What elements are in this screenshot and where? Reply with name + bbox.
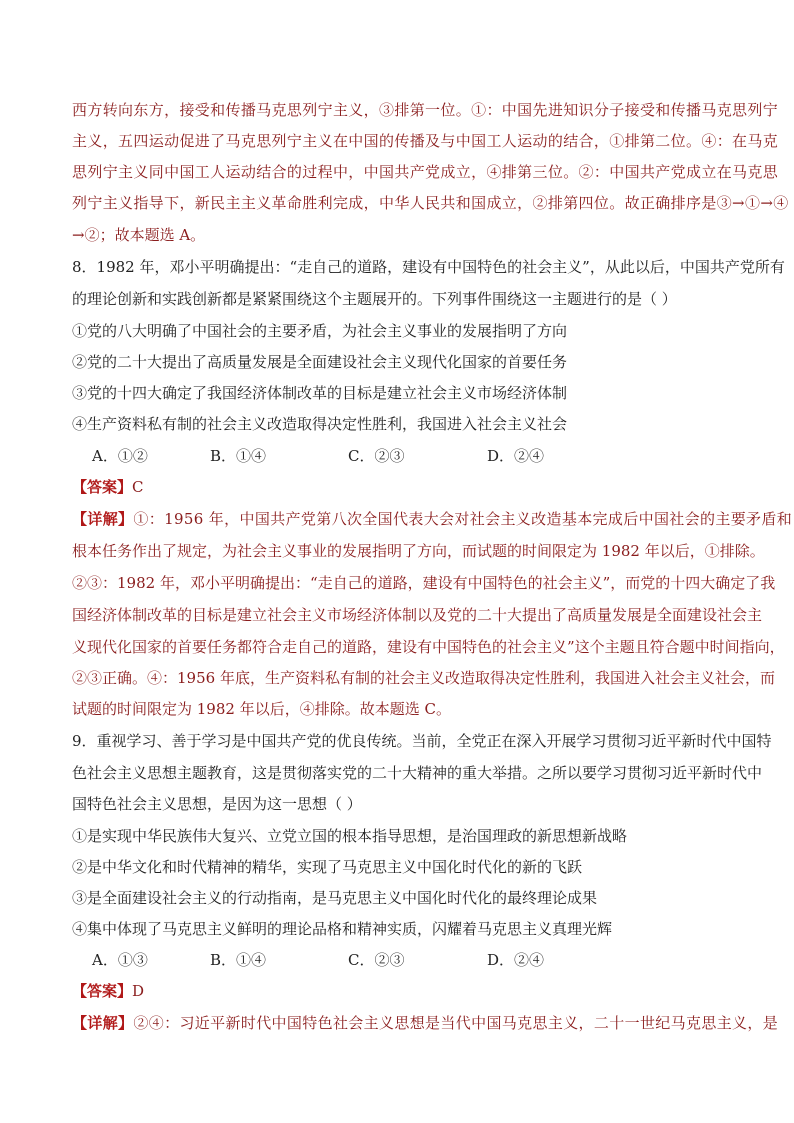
q8-item-2: ②党的二十大提出了高质量发展是全面建设社会主义现代化国家的首要任务 [72, 353, 568, 371]
q8-item-1: ①党的八大明确了中国社会的主要矛盾，为社会主义事业的发展指明了方向 [72, 322, 568, 340]
q8-item-3: ③党的十四大确定了我国经济体制改革的目标是建立社会主义市场经济体制 [72, 384, 568, 402]
q8-detail-line-7: 试题的时间限定为 1982 年以后，④排除。故本题选 C。 [72, 700, 451, 718]
q8-answer [72, 477, 144, 497]
q9-stem-line-2: 色社会主义思想主题教育，这是贯彻落实党的二十大精神的重大举措。之所以要学习贯彻习近平新时代中 [72, 764, 763, 782]
q8-detail-line-5: 义现代化国家的首要任务都符合走自己的道路，建设有中国特色的社会主义”这个主题且符合题中时间指向， [72, 638, 785, 656]
q9-detail-tag: 【详解】 [72, 1014, 134, 1032]
q8-option-b: B．①④ [210, 447, 267, 465]
q8-item-4: ④生产资料私有制的社会主义改造取得决定性胜利，我国进入社会主义社会 [72, 415, 568, 433]
q8-detail-text-1: ①：1956 年，中国共产党第八次全国代表大会对社会主义改造基本完成后中国社会的主要矛盾和 [133, 510, 793, 528]
q8-detail-line-4: 国经济体制改革的目标是建立社会主义市场经济体制以及党的二十大提出了高质量发展是全面建设社会主 [72, 606, 763, 624]
q9-detail-line-1 [72, 1013, 778, 1033]
q8-detail-line-2: 根本任务作出了规定，为社会主义事业的发展指明了方向，而试题的时间限定为 1982 年以后，①排除。 [72, 542, 765, 560]
q8-answer-value: C [132, 478, 144, 496]
q7-explanation-line-1: 西方转向东方，接受和传播马克思列宁主义，③排第一位。①：中国先进知识分子接受和传播马克思列宁 [72, 101, 779, 119]
q8-detail-line-1 [72, 509, 792, 529]
q8-detail-line-6: ②③正确。④：1956 年底，生产资料私有制的社会主义改造取得决定性胜利，我国进入社会主义社会，而 [72, 669, 775, 687]
q7-explanation-line-2: 主义，五四运动促进了马克思列宁主义在中国的传播及与中国工人运动的结合，①排第二位。④：在马克 [72, 132, 779, 150]
q9-item-4: ④集中体现了马克思主义鲜明的理论品格和精神实质，闪耀着马克思主义真理光辉 [72, 920, 613, 938]
q9-option-b: B．①④ [210, 951, 267, 969]
q8-option-c: C．②③ [348, 447, 405, 465]
q9-item-3: ③是全面建设社会主义的行动指南，是马克思主义中国化时代化的最终理论成果 [72, 889, 598, 907]
q9-answer [72, 981, 144, 1001]
q8-stem-line-1: 8．1982 年，邓小平明确提出：“走自己的道路，建设有中国特色的社会主义”，从此以后，中国共产党所有 [72, 258, 785, 276]
q8-option-d: D．②④ [487, 447, 545, 465]
q8-detail-tag: 【详解】 [72, 510, 134, 528]
q9-stem-line-3: 国特色社会主义思想，是因为这一思想（ ） [72, 795, 362, 813]
q9-item-2: ②是中华文化和时代精神的精华，实现了马克思主义中国化时代化的新的飞跃 [72, 858, 583, 876]
q9-stem-line-1: 9．重视学习、善于学习是中国共产党的优良传统。当前，全党正在深入开展学习贯彻习近平新时代中国特 [72, 732, 772, 750]
q8-option-a: A．①② [92, 447, 148, 465]
q7-explanation-line-5: →②；故本题选 A。 [72, 226, 206, 244]
q7-explanation-line-4: 列宁主义指导下，新民主主义革命胜利完成，中华人民共和国成立，②排第四位。故正确排序是③→①→④ [72, 194, 789, 212]
q9-detail-text-1: ②④：习近平新时代中国特色社会主义思想是当代中国马克思主义，二十一世纪马克思主义，是 [133, 1014, 779, 1032]
q7-explanation-line-3: 思列宁主义同中国工人运动结合的过程中，中国共产党成立，④排第三位。②：中国共产党成立在马克思 [72, 163, 779, 181]
q9-answer-value: D [132, 982, 145, 1000]
q9-item-1: ①是实现中华民族伟大复兴、立党立国的根本指导思想，是治国理政的新思想新战略 [72, 827, 628, 845]
q9-option-a: A．①③ [92, 951, 148, 969]
q8-detail-line-3: ②③：1982 年，邓小平明确提出：“走自己的道路，建设有中国特色的社会主义”，而党的十四大确定了我 [72, 574, 776, 592]
q9-answer-tag: 【答案】 [72, 982, 133, 1000]
q9-option-c: C．②③ [348, 951, 405, 969]
q9-option-d: D．②④ [487, 951, 545, 969]
q8-stem-line-2: 的理论创新和实践创新都是紧紧围绕这个主题展开的。下列事件围绕这一主题进行的是（ ） [72, 290, 677, 308]
q8-answer-tag: 【答案】 [72, 478, 133, 496]
